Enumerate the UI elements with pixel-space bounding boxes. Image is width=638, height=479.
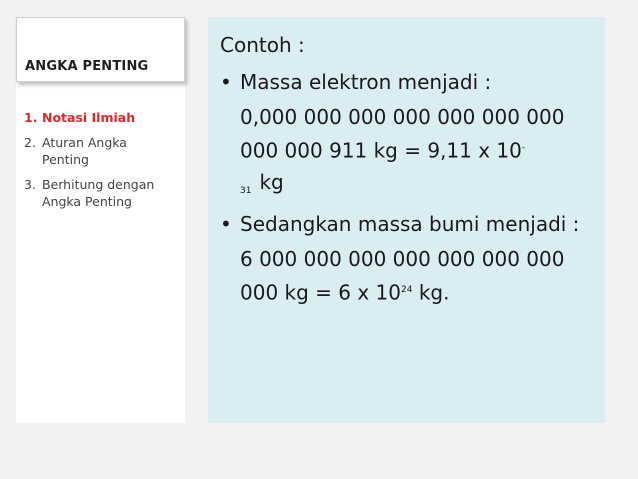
section-title: ANGKA PENTING: [25, 59, 149, 74]
exponent-sign: -: [521, 143, 526, 153]
topic-item-berhitung[interactable]: [16, 176, 185, 210]
topic-label: Berhitung dengan Angka Penting: [42, 177, 155, 209]
unit-label: kg: [259, 169, 284, 194]
electron-mass-text: [220, 102, 599, 201]
topic-item-aturan-angka-penting[interactable]: [16, 134, 185, 168]
bullet-text: Sedangkan massa bumi menjadi :: [240, 211, 580, 236]
electron-mass-value: 0,000 000 000 000 000 000 000 000 000 911 kg = 9,11 x 10: [240, 105, 565, 163]
bullet-item: [220, 209, 599, 240]
earth-mass-value: 6 000 000 000 000 000 000 000 000 kg = 6 x 10: [240, 246, 565, 305]
section-header: [16, 17, 185, 82]
bullet-icon: •: [220, 211, 232, 236]
unit-end: kg.: [412, 280, 450, 305]
slide-text: [220, 31, 599, 316]
topic-number: 1.: [24, 110, 38, 125]
exponent: 24: [401, 284, 413, 295]
topic-label: Aturan Angka Penting: [42, 135, 127, 167]
exponent-digits: 31: [240, 185, 252, 196]
intro-text: Contoh :: [220, 33, 305, 57]
topic-list: [16, 109, 185, 218]
topic-item-notasi-ilmiah[interactable]: [16, 109, 185, 126]
bullet-icon: •: [220, 70, 232, 94]
topic-number: 3.: [24, 177, 36, 192]
topic-label: Notasi Ilmiah: [42, 110, 136, 125]
earth-mass-text: [220, 244, 599, 309]
content-panel: [208, 17, 605, 423]
bullet-item: [220, 67, 599, 98]
topic-number: 2.: [24, 135, 36, 150]
bullet-text: Massa elektron menjadi :: [240, 70, 492, 94]
